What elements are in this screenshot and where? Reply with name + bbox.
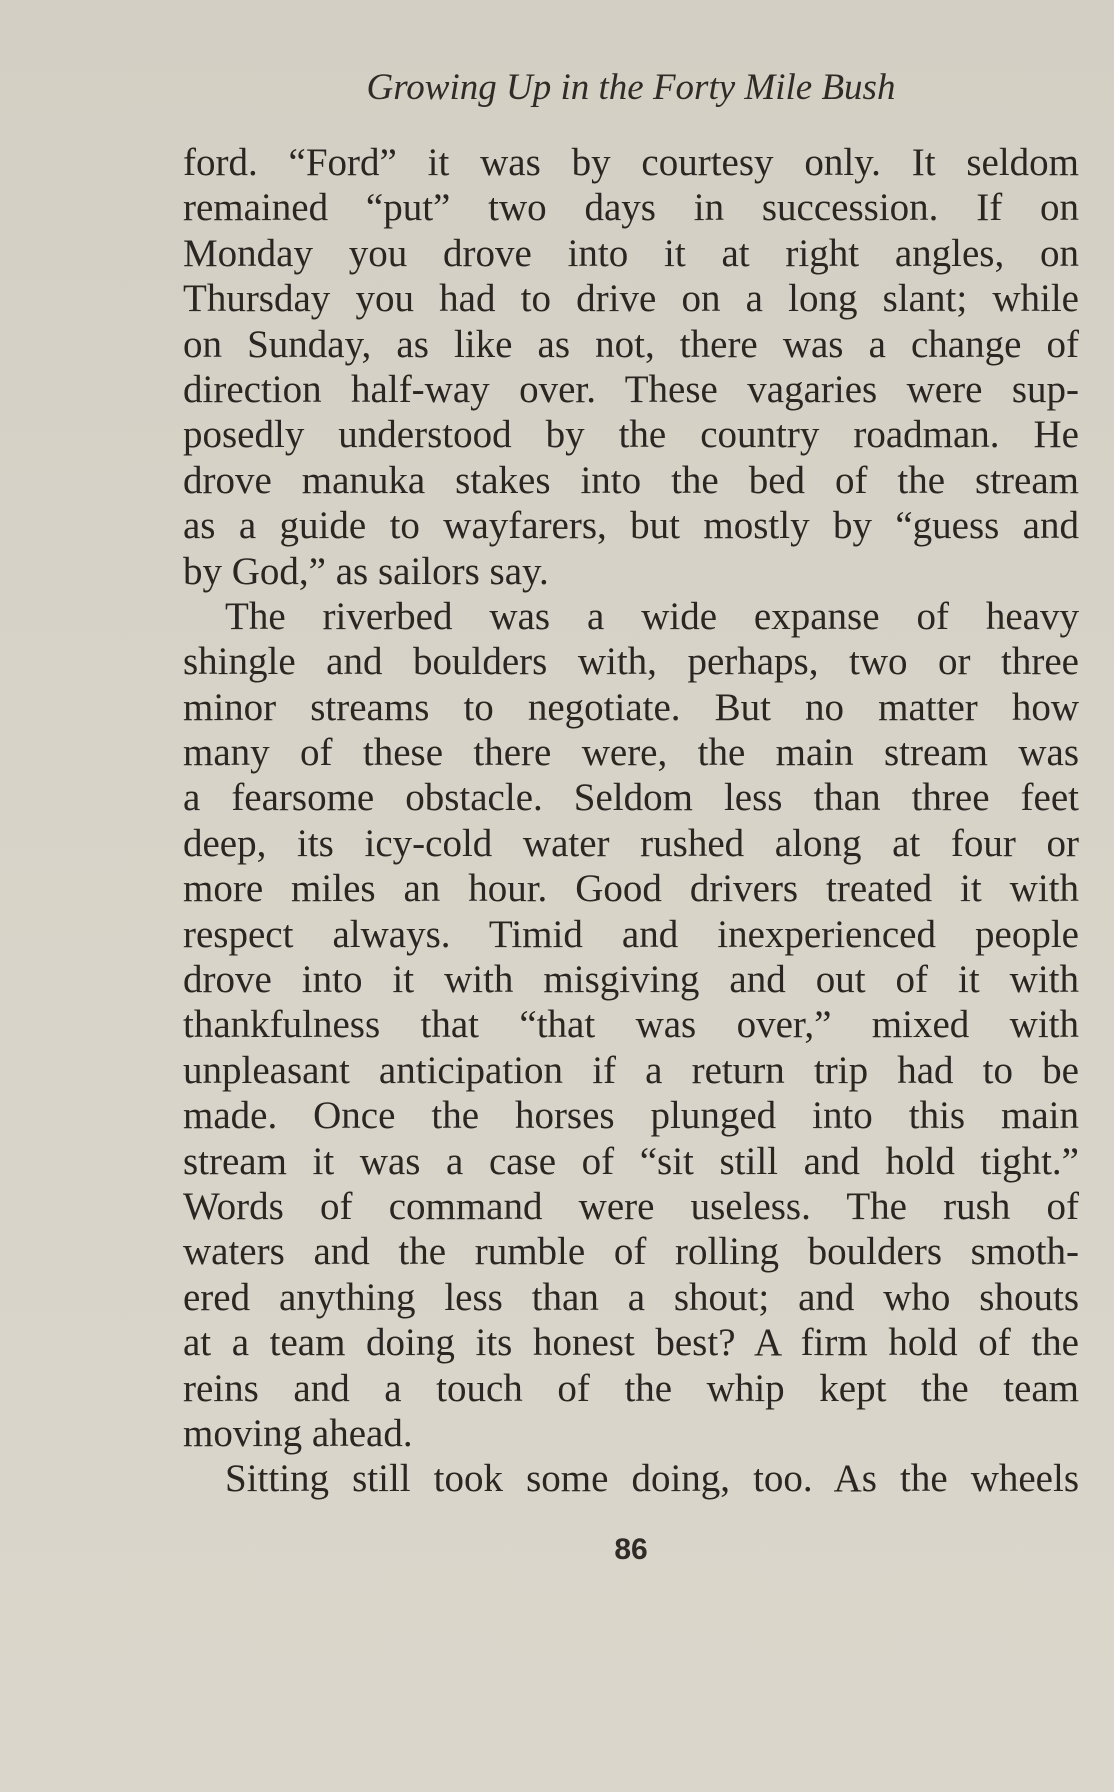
text-line: drove manuka stakes into the bed of the stream [183,458,1079,502]
text-line: a fearsome obstacle. Seldom less than three feet [183,776,1079,820]
text-line: thankfulness that “that was over,” mixed with [183,1003,1079,1047]
text-line: Words of command were useless. The rush of [183,1184,1079,1228]
body-text [183,140,1079,1502]
text-line: Thursday you had to drive on a long slant; while [183,277,1079,321]
text-line: made. Once the horses plunged into this main [183,1094,1079,1138]
text-line: unpleasant anticipation if a return trip had to be [183,1048,1079,1092]
text-line: shingle and boulders with, perhaps, two or three [183,640,1079,684]
text-line: moving ahead. [183,1411,413,1455]
text-line: respect always. Timid and inexperienced people [183,912,1079,956]
page-number: 86 [614,1533,648,1566]
text-line: Monday you drove into it at right angles, on [183,231,1079,275]
text-line: more miles an hour. Good drivers treated it with [183,867,1079,911]
text-line: ford. “Ford” it was by courtesy only. It seldom [183,141,1079,184]
text-line: at a team doing its honest best? A firm hold of the [183,1321,1079,1365]
text-line: minor streams to negotiate. But no matter how [183,685,1079,729]
text-line: on Sunday, as like as not, there was a change of [183,322,1079,366]
text-line: as a guide to wayfarers, but mostly by “guess and [183,504,1079,548]
text-line: waters and the rumble of rolling boulders smoth- [183,1230,1079,1274]
text-line: Sitting still took some doing, too. As the wheels [225,1457,1079,1501]
text-line: posedly understood by the country roadman. He [183,413,1079,457]
text-line: by God,” as sailors say. [183,549,549,593]
text-line: The riverbed was a wide expanse of heavy [225,594,1079,638]
text-line: reins and a touch of the whip kept the team [183,1366,1079,1410]
text-line: drove into it with misgiving and out of it with [183,958,1079,1002]
text-line: remained “put” two days in succession. If on [183,186,1079,230]
text-line: ered anything less than a shout; and who shouts [183,1275,1079,1319]
text-line: deep, its icy-cold water rushed along at four or [183,821,1079,865]
text-line: many of these there were, the main stream was [183,731,1079,775]
text-line: direction half-way over. These vagaries were sup- [183,367,1079,411]
text-line: stream it was a case of “sit still and hold tight.” [183,1139,1079,1183]
running-head: Growing Up in the Forty Mile Bush [366,67,896,108]
